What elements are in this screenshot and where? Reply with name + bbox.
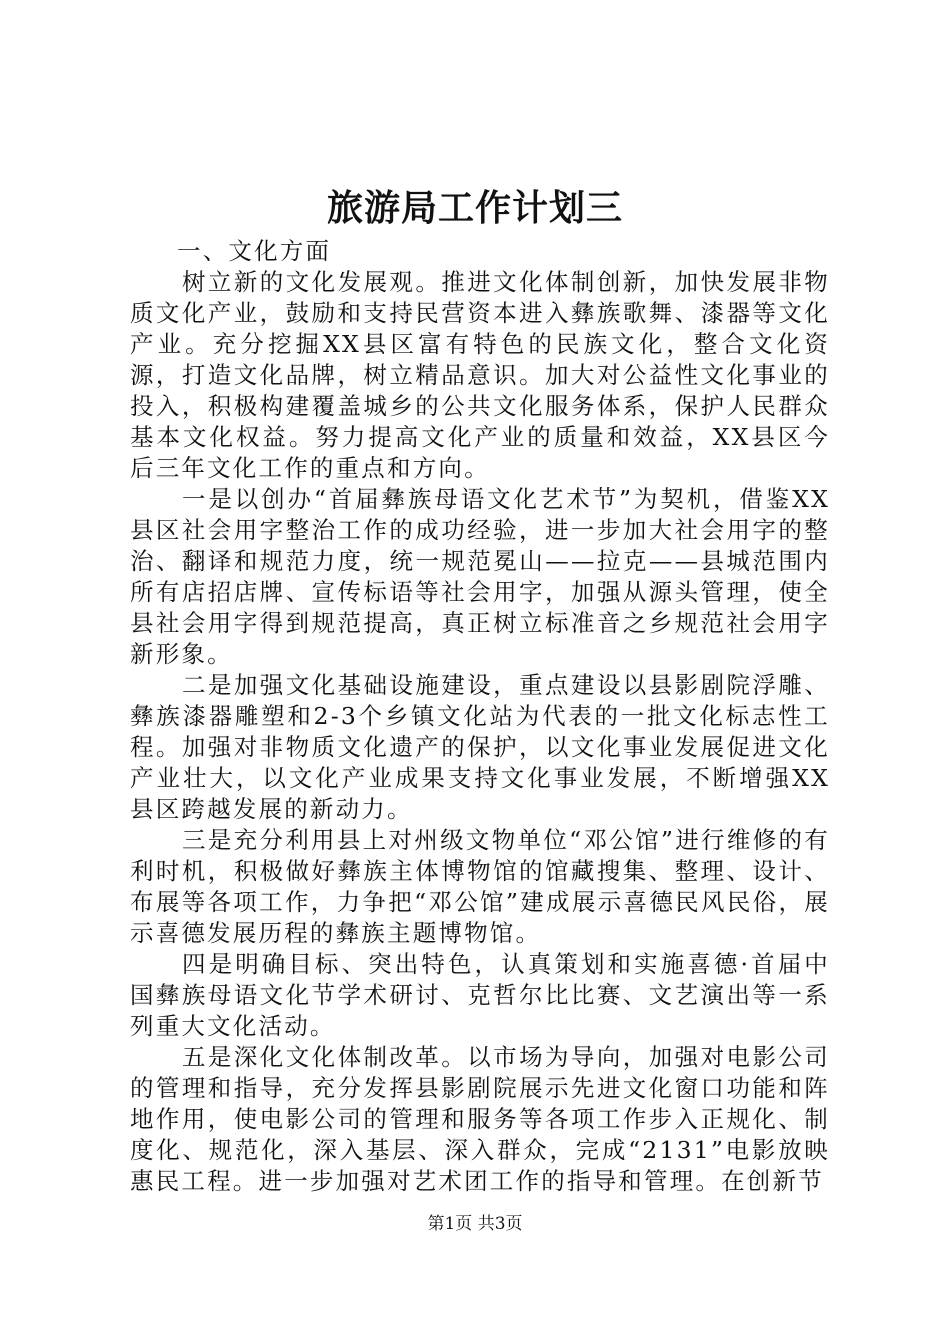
page-number-footer: 第1页 共3页 — [427, 1214, 523, 1234]
paragraph-item-three: 三是充分利用县上对州级文物单位“邓公馆”进行维修的有利时机，积极做好彝族主体博物馆的馆藏搜集、整理、设计、布展等各项工作，力争把“邓公馆”建成展示喜德民风民俗，展示喜德发展历程的彝族主题博物馆。 — [130, 826, 830, 947]
paragraph-item-two: 二是加强文化基础设施建设，重点建设以县影剧院浮雕、彝族漆器雕塑和2-3个乡镇文化站为代表的一批文化标志性工程。加强对非物质文化遗产的保护，以文化事业发展促进文化产业壮大，以文化产业成果支持文化事业发展，不断增强XX县区跨越发展的新动力。 — [130, 671, 830, 823]
paragraph-culture-view: 树立新的文化发展观。推进文化体制创新，加快发展非物质文化产业，鼓励和支持民营资本进入彝族歌舞、漆器等文化产业。充分挖掘XX县区富有特色的民族文化，整合文化资源，打造文化品牌，树立精品意识。加大对公益性文化事业的投入，积极构建覆盖城乡的公共文化服务体系，保护人民群众基本文化权益。努力提高文化产业的质量和效益，XX县区今后三年文化工作的重点和方向。 — [130, 268, 830, 482]
section-heading: 一、文化方面 — [177, 237, 332, 265]
paragraph-item-five: 五是深化文化体制改革。以市场为导向，加强对电影公司的管理和指导，充分发挥县影剧院展示先进文化窗口功能和阵地作用，使电影公司的管理和服务等各项工作步入正规化、制度化、规范化，深入基层、深入群众，完成“2131”电影放映惠民工程。进一步加强对艺术团工作的指导和管理。在创新节 — [130, 1043, 830, 1195]
document-title: 旅游局工作计划三 — [326, 187, 623, 229]
paragraph-item-one: 一是以创办“首届彝族母语文化艺术节”为契机，借鉴XX县区社会用字整治工作的成功经验，进一步加大社会用字的整治、翻译和规范力度，统一规范冕山——拉克——县城范围内所有店招店牌、宣传标语等社会用字，加强从源头管理，使全县社会用字得到规范提高，真正树立标准音之乡规范社会用字新形象。 — [130, 485, 830, 668]
document-body — [130, 236, 830, 1197]
paragraph-item-four: 四是明确目标、突出特色，认真策划和实施喜德·首届中国彝族母语文化节学术研讨、克哲尔比比赛、文艺演出等一系列重大文化活动。 — [130, 950, 830, 1040]
